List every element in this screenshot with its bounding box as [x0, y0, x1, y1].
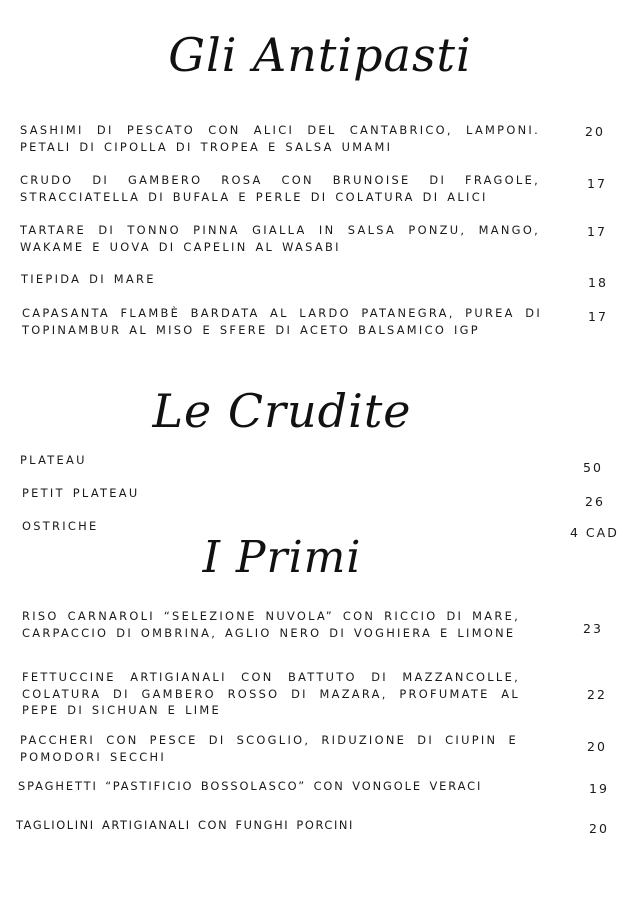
menu-item-price: 19: [589, 781, 609, 796]
menu-item-price: 20: [587, 739, 607, 754]
menu-item-description: PLATEAU: [20, 453, 87, 467]
menu-item-price: 22: [587, 687, 607, 702]
menu-item-price: 18: [588, 275, 608, 290]
menu-item-description: SPAGHETTI “PASTIFICIO BOSSOLASCO” CON VONGOLE VERACI: [18, 779, 483, 793]
menu-item-description: TIEPIDA DI MARE: [21, 272, 156, 286]
menu-item-description: RISO CARNAROLI “SELEZIONE NUVOLA” CON RICCIO DI MARE, CARPACCIO DI OMBRINA, AGLIO NERO DI VOGHIERA E LIMONE: [22, 609, 520, 640]
menu-item-description: PETIT PLATEAU: [22, 486, 140, 500]
menu-item-description: SASHIMI DI PESCATO CON ALICI DEL CANTABRICO, LAMPONI. PETALI DI CIPOLLA DI TROPEA E SALSA UMAMI: [20, 123, 540, 154]
menu-item-description: FETTUCCINE ARTIGIANALI CON BATTUTO DI MAZZANCOLLE, COLATURA DI GAMBERO ROSSO DI MAZARA, PROFUMATE AL PEPE DI SICHUAN E LIME: [22, 670, 520, 717]
menu-item-price: 17: [587, 176, 607, 191]
menu-item-description: TARTARE DI TONNO PINNA GIALLA IN SALSA PONZU, MANGO, WAKAME E UOVA DI CAPELIN AL WASABI: [20, 223, 540, 254]
menu-item-price: 17: [587, 224, 607, 239]
menu-item-description: CRUDO DI GAMBERO ROSA CON BRUNOISE DI FRAGOLE, STRACCIATELLA DI BUFALA E PERLE DI COLATURA DI ALICI: [20, 173, 540, 204]
menu-item-price: 17: [588, 309, 608, 324]
menu-item-price: 4 CAD: [570, 525, 619, 540]
menu-item-price: 23: [583, 621, 603, 636]
menu-item-description: CAPASANTA FLAMBÈ BARDATA AL LARDO PATANEGRA, PUREA DI TOPINAMBUR AL MISO E SFERE DI ACETO BALSAMICO IGP: [22, 306, 542, 337]
menu-item-price: 26: [585, 494, 605, 509]
menu-item-price: 20: [589, 821, 609, 836]
menu-item-description: OSTRICHE: [22, 519, 99, 533]
section-title-crudite: Le Crudite: [152, 384, 412, 438]
section-title-antipasti: Gli Antipasti: [168, 28, 472, 82]
menu-item-price: 20: [585, 124, 605, 139]
menu-item-price: 50: [583, 460, 603, 475]
menu-item-description: PACCHERI CON PESCE DI SCOGLIO, RIDUZIONE DI CIUPIN E POMODORI SECCHI: [20, 733, 518, 764]
section-title-primi: I Primi: [202, 532, 362, 583]
menu-item-description: TAGLIOLINI ARTIGIANALI CON FUNGHI PORCINI: [16, 818, 354, 832]
